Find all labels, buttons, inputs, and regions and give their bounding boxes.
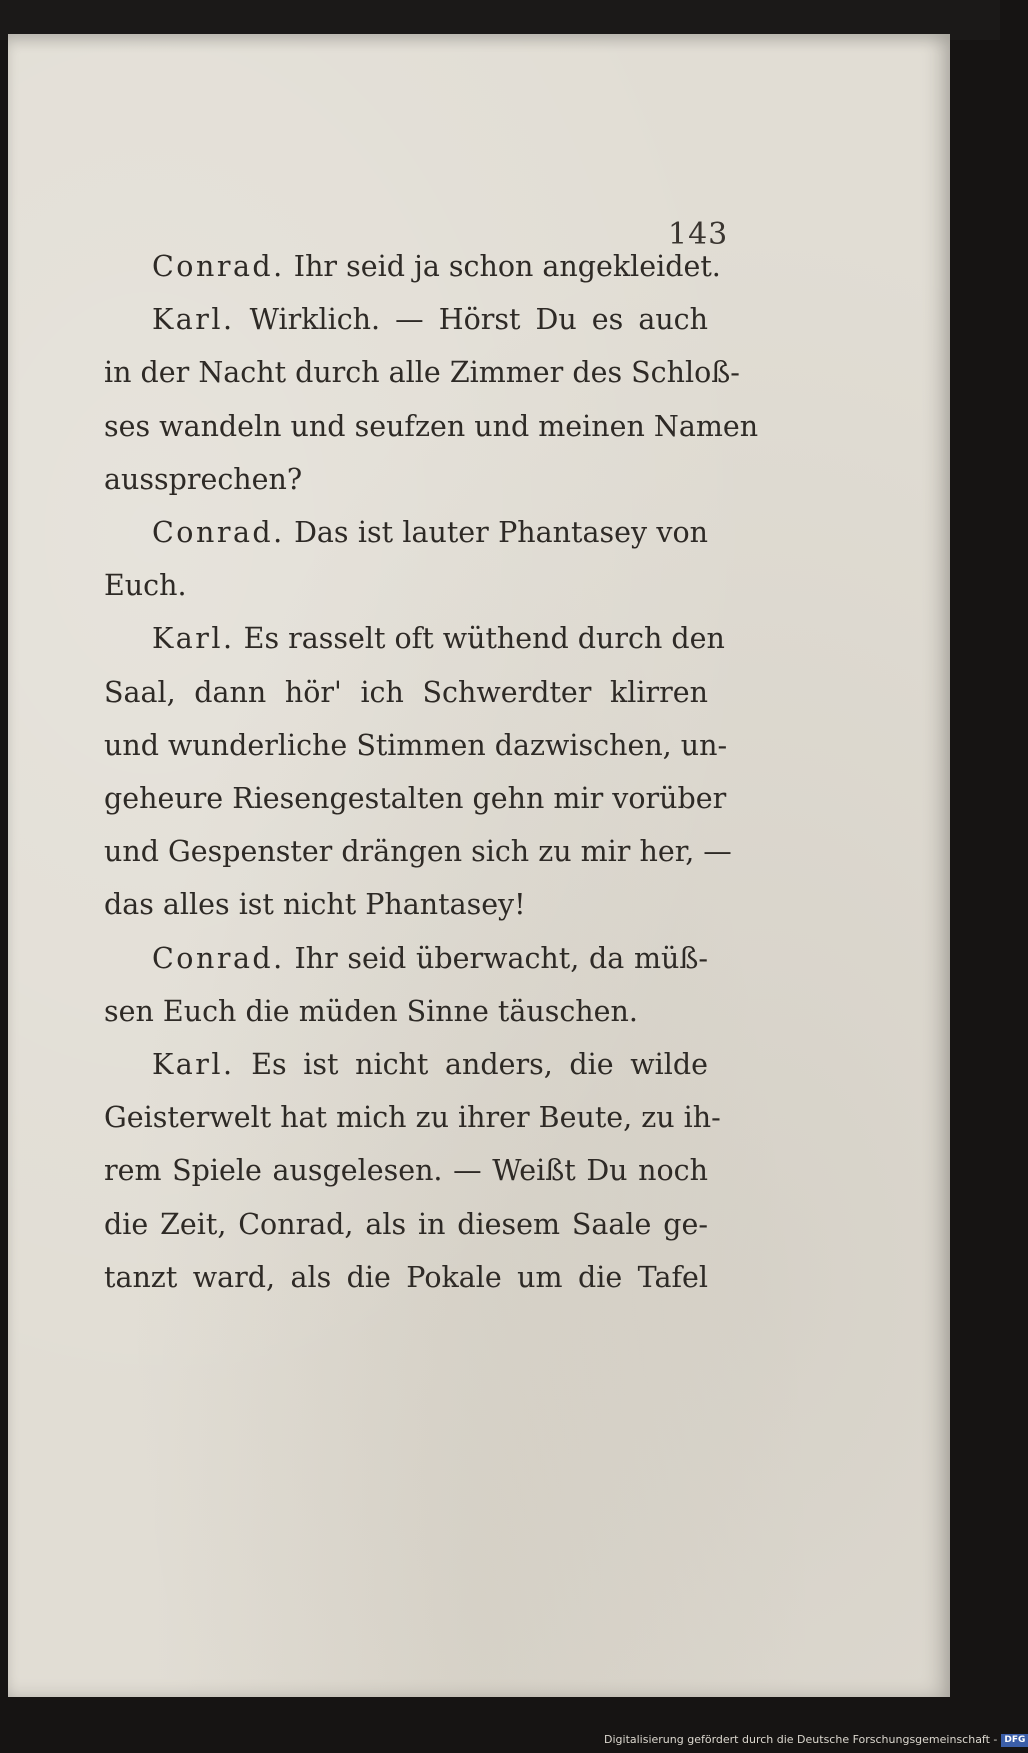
page-number: 143 bbox=[668, 217, 729, 252]
line-text: rem Spiele ausgelesen. — Weißt Du noch bbox=[104, 1154, 708, 1188]
line-text: Saal, dann hör' ich Schwerdter klirren bbox=[104, 675, 708, 709]
text-line-11 bbox=[104, 772, 727, 825]
line-text: Es rasselt oft wüthend durch den bbox=[234, 622, 725, 656]
line-text: geheure Riesengestalten gehn mir vorüber bbox=[104, 782, 727, 816]
line-text: Wirklich. — Hörst Du es auch bbox=[234, 303, 708, 337]
text-line-8 bbox=[104, 612, 725, 665]
text-line-12 bbox=[104, 825, 732, 878]
text-line-2 bbox=[104, 293, 708, 346]
text-line-18 bbox=[104, 1144, 708, 1197]
text-line-7 bbox=[104, 559, 708, 612]
text-line-1 bbox=[104, 240, 721, 293]
line-text: Geisterwelt hat mich zu ihrer Beute, zu ih- bbox=[104, 1101, 721, 1135]
line-text: Ihr seid ja schon angekleidet. bbox=[284, 250, 721, 283]
line-text: die Zeit, Conrad, als in diesem Saale ge- bbox=[104, 1207, 708, 1241]
speaker-name: Karl. bbox=[152, 1048, 235, 1082]
digitization-credit bbox=[604, 1733, 1028, 1747]
credit-text: Digitalisierung gefördert durch die Deutsche Forschungsgemeinschaft - bbox=[604, 1733, 998, 1746]
text-line-5 bbox=[104, 453, 708, 506]
line-text: aussprechen? bbox=[104, 462, 303, 496]
line-text: ses wandeln und seufzen und meinen Namen bbox=[104, 409, 759, 443]
dfg-logo: DFG bbox=[1001, 1734, 1028, 1747]
line-text: tanzt ward, als die Pokale um die Tafel bbox=[104, 1260, 708, 1294]
line-text: Ihr seid überwacht, da müß- bbox=[284, 941, 708, 975]
line-text: und wunderliche Stimmen dazwischen, un- bbox=[104, 728, 728, 762]
text-line-14 bbox=[104, 932, 708, 985]
line-text: in der Nacht durch alle Zimmer des Schloß- bbox=[104, 356, 740, 390]
line-text: sen Euch die müden Sinne täuschen. bbox=[104, 994, 638, 1028]
text-line-10 bbox=[104, 719, 728, 772]
line-text: das alles ist nicht Phantasey! bbox=[104, 888, 526, 922]
text-line-15 bbox=[104, 985, 708, 1038]
text-line-16 bbox=[104, 1038, 708, 1091]
speaker-name: Conrad. bbox=[152, 516, 285, 550]
speaker-name: Karl. bbox=[152, 303, 235, 337]
page-text bbox=[104, 240, 759, 1304]
speaker-name: Karl. bbox=[152, 622, 235, 656]
speaker-name: Conrad. bbox=[152, 941, 285, 975]
text-line-4 bbox=[104, 400, 759, 453]
text-line-20 bbox=[104, 1251, 708, 1304]
text-line-19 bbox=[104, 1198, 708, 1251]
speaker-name: Conrad. bbox=[152, 250, 285, 283]
line-text: Euch. bbox=[104, 569, 187, 603]
line-text: Es ist nicht anders, die wilde bbox=[234, 1048, 708, 1082]
text-line-13 bbox=[104, 878, 708, 931]
text-line-9 bbox=[104, 666, 708, 719]
text-line-17 bbox=[104, 1091, 721, 1144]
line-text: Das ist lauter Phantasey von bbox=[284, 516, 708, 550]
text-line-6 bbox=[104, 506, 708, 559]
text-line-3 bbox=[104, 346, 740, 399]
line-text: und Gespenster drängen sich zu mir her, — bbox=[104, 835, 732, 869]
